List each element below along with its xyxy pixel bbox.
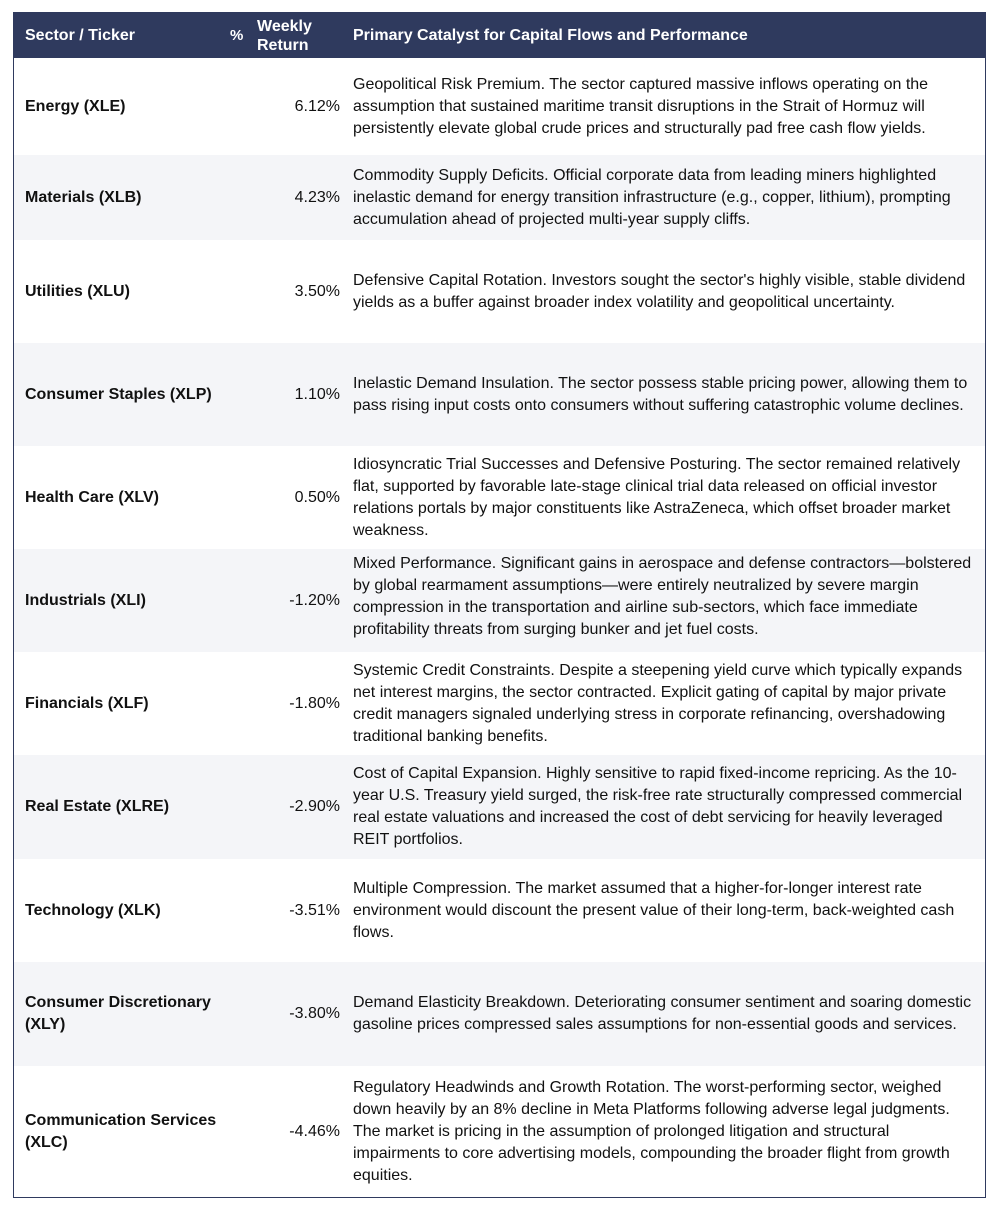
table-row (14, 446, 985, 549)
sector-cell: Industrials (XLI) (25, 591, 146, 609)
return-cell: -2.90% (289, 798, 340, 815)
header-sector-ticker: Sector / Ticker (25, 26, 135, 44)
header-primary-catalyst: Primary Catalyst for Capital Flows and Performance (353, 26, 748, 44)
table-row (14, 1066, 985, 1197)
sector-cell: Communication Services (XLC) (25, 1111, 217, 1151)
catalyst-cell: Demand Elasticity Breakdown. Deteriorating consumer sentiment and soaring domestic gasoline prices compressed sales assumptions for non-essential goods and services. (353, 994, 972, 1033)
table-row (14, 240, 985, 343)
table-row (14, 859, 985, 962)
catalyst-cell: Systemic Credit Constraints. Despite a steepening yield curve which typically expands net interest margins, the sector contracted. Explicit gating of capital by major private credit managers signaled underlying stress in corporate refinancing, overshadowing traditional banking benefits. (353, 661, 963, 745)
header-return-line1: Weekly (257, 17, 312, 35)
catalyst-cell: Multiple Compression. The market assumed that a higher-for-longer interest rate environment would discount the present value of their long-term, back-weighted cash flows. (353, 879, 955, 941)
catalyst-cell (347, 549, 985, 652)
catalyst-cell: Inelastic Demand Insulation. The sector possess stable pricing power, allowing them to pass rising input costs onto consumers without suffering catastrophic volume declines. (353, 374, 968, 414)
sector-cell: Materials (XLB) (25, 188, 142, 206)
sector-cell: Energy (XLE) (25, 97, 126, 115)
return-cell: -3.51% (289, 901, 340, 919)
sector-cell: Real Estate (XLRE) (25, 798, 170, 815)
catalyst-cell: Commodity Supply Deficits. Official corporate data from leading miners highlighted inelastic demand for energy transition infrastructure (e.g., copper, lithium), prompting accumulation ahead of projected multi-year supply cliffs. (353, 166, 951, 228)
table-row (14, 755, 985, 859)
table-row (14, 962, 985, 1066)
table-header-row (14, 13, 985, 58)
sector-cell: Financials (XLF) (25, 694, 149, 712)
catalyst-cell: Idiosyncratic Trial Successes and Defensive Posturing. The sector remained relatively flat, supported by favorable late-stage clinical trial data released on official investor relations portals by major constituents like AstraZeneca, which offset broader market weakness. (353, 455, 961, 539)
sector-cell: Consumer Staples (XLP) (25, 385, 212, 403)
return-cell: -1.80% (289, 694, 340, 712)
sector-cell: Utilities (XLU) (25, 282, 130, 300)
table-row (14, 652, 985, 755)
header-percent-symbol: % (230, 27, 244, 44)
catalyst-cell: Cost of Capital Expansion. Highly sensitive to rapid fixed-income repricing. As the 10-year U.S. Treasury yield surged, the risk-free rate structurally compressed commercial real estate valuations and increased the cost of debt servicing for heavily leveraged REIT portfolios. (353, 765, 963, 848)
sector-cell: Technology (XLK) (25, 901, 161, 919)
catalyst-clipped-text: Mixed Performance. Significant gains in aerospace and defense contractors—bolstered by global rearmament assumptions—were entirely neutralized by severe margin compression in the transportation and airline sub-sectors, which face immediate profitability threats from surging bunker and jet fuel costs. (353, 554, 972, 638)
catalyst-cell: Defensive Capital Rotation. Investors sought the sector's highly visible, stable dividend yields as a buffer against broader index volatility and geopolitical uncertainty. (353, 271, 966, 311)
return-cell: -4.46% (289, 1122, 340, 1140)
header-weekly-return (230, 13, 347, 58)
catalyst-cell: Regulatory Headwinds and Growth Rotation. The worst-performing sector, weighed down heavily by an 8% decline in Meta Platforms following adverse legal judgments. The market is pricing in the assumption of prolonged litigation and structural impairments to core advertising models, compounding the broader flight from growth equities. (353, 1078, 950, 1184)
return-cell: 1.10% (294, 385, 340, 403)
catalyst-cell: Geopolitical Risk Premium. The sector captured massive inflows operating on the assumption that sustained maritime transit disruptions in the Strait of Hormuz will persistently elevate global crude prices and structurally pad free cash flow yields. (353, 75, 929, 137)
table-row (14, 549, 985, 652)
return-cell: 6.12% (294, 97, 340, 115)
return-cell: -3.80% (289, 1005, 340, 1022)
return-cell: 3.50% (294, 282, 340, 300)
sector-cell: Health Care (XLV) (25, 488, 159, 506)
table-row (14, 58, 985, 155)
return-cell: -1.20% (289, 591, 340, 609)
return-cell: 0.50% (294, 488, 340, 506)
sector-performance-table-container (13, 12, 986, 1198)
sector-cell: Consumer Discretionary (XLY) (25, 994, 211, 1033)
sector-performance-table (14, 13, 985, 1197)
table-row (14, 343, 985, 446)
header-return-line2: Return (257, 36, 309, 54)
return-cell: 4.23% (294, 188, 340, 206)
table-row (14, 155, 985, 240)
